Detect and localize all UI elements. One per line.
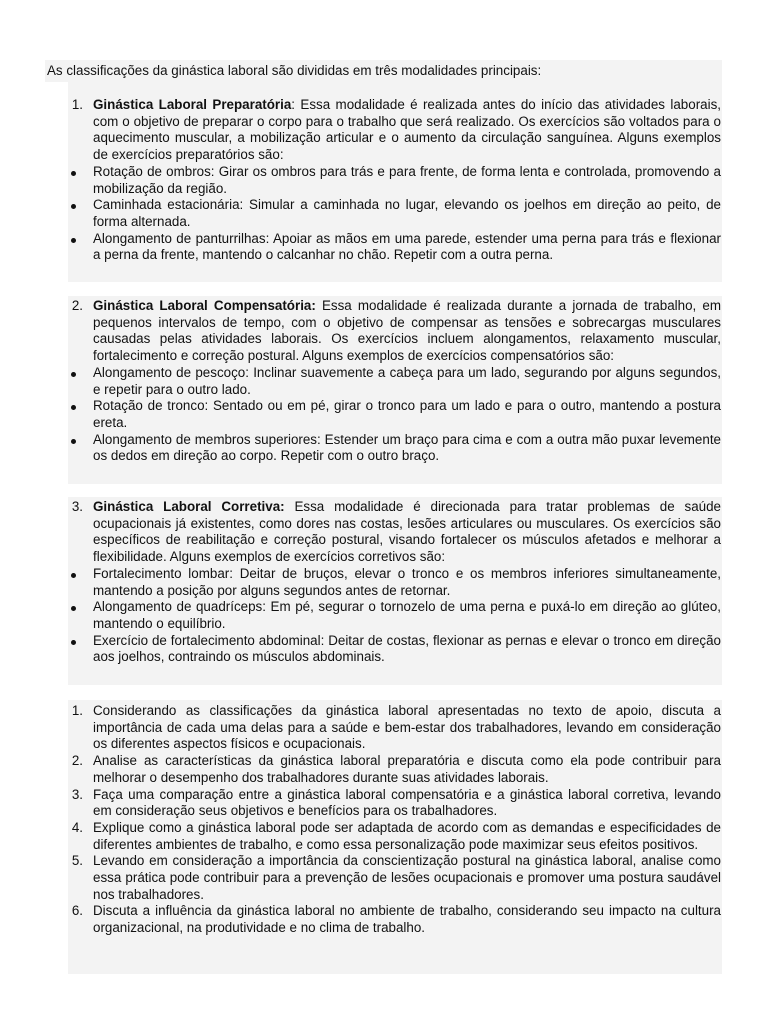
section-heading-row [45, 298, 721, 365]
bullet-text: Caminhada estacionária: Simular a caminhada no lugar, elevando os joelhos em direção ao peito, de forma alternada. [93, 197, 721, 229]
list-number: 1. [71, 97, 83, 112]
section-2 [45, 298, 721, 465]
list-item [45, 365, 721, 398]
section-title: Ginástica Laboral Compensatória: [93, 298, 316, 313]
bullet-icon [71, 439, 76, 444]
bullet-text: Exercício de fortalecimento abdominal: Deitar de costas, flexionar as pernas e elevar o tronco em direção aos joelhos, contraindo os músculos abdominais. [93, 632, 721, 665]
list-item [45, 633, 721, 666]
bullet-icon [71, 238, 76, 243]
bullet-icon [71, 372, 76, 377]
section-1 [45, 97, 721, 264]
section-body: Essa modalidade é direcionada para tratar problemas de saúde ocupacionais já existentes, como dores nas costas, lesões articulares ou musculares. Os exercícios são específicos de reabilitação e correção postural, visando fortalecer os músculos afetados e melhorar a flexibilidade. Alguns exemplos de exercícios corretivos são: [93, 499, 722, 565]
list-item [45, 599, 721, 632]
bullet-icon [71, 640, 76, 645]
question-item [45, 703, 721, 753]
bullet-icon [71, 171, 76, 176]
list-item [45, 432, 721, 465]
question-text: Analise as características da ginástica laboral preparatória e discuta como ela pode contribuir para melhorar o desempenho dos trabalhadores durante suas atividades laborais. [93, 753, 721, 785]
section-body: : Essa modalidade é realizada antes do início das atividades laborais, com o objetivo de preparar o corpo para o trabalho que será realizado. Os exercícios são voltados para o aquecimento muscular, a mobilização articular e o aumento da circulação sanguínea. Alguns exemplos de exercícios preparatórios são: [93, 97, 721, 163]
section-3 [45, 499, 721, 666]
bullet-text: Rotação de ombros: Girar os ombros para trás e para frente, de forma lenta e controlada, promovendo a mobilização da região. [93, 163, 721, 196]
list-number: 6. [71, 903, 83, 919]
list-item [45, 164, 721, 197]
intro-paragraph: As classificações da ginástica laboral são divididas em três modalidades principais: [47, 63, 542, 78]
bullet-text: Alongamento de panturrilhas: Apoiar as mãos em uma parede, estender uma perna para trás e flexionar a perna da frente, mantendo o calcanhar no chão. Repetir com a outra perna. [93, 230, 721, 263]
bullet-text: Alongamento de membros superiores: Estender um braço para cima e com a outra mão puxar levemente os dedos em direção ao corpo. Repetir com o outro braço. [93, 431, 721, 464]
questions-list [45, 703, 721, 937]
question-text: Considerando as classificações da ginástica laboral apresentadas no texto de apoio, discuta a importância de cada uma delas para a saúde e bem-estar dos trabalhadores, levando em consideração os diferentes aspectos físicos e ocupacionais. [93, 703, 721, 752]
bullet-text: Rotação de tronco: Sentado ou em pé, girar o tronco para um lado e para o outro, mantendo a postura ereta. [93, 398, 721, 430]
section-body: Essa modalidade é realizada durante a jornada de trabalho, em pequenos intervalos de tempo, com o objetivo de compensar as tensões e sobrecargas musculares causadas pelas atividades laborais. Os exercícios incluem alongamentos, relaxamento muscular, fortalecimento e correção postural. Alguns exemplos de exercícios compensatórios são: [93, 298, 721, 364]
list-number: 2. [71, 298, 83, 313]
question-item [45, 903, 721, 936]
bullet-icon [71, 405, 76, 410]
bullet-icon [71, 204, 76, 209]
section-heading-row [45, 499, 721, 566]
list-item [45, 231, 721, 264]
list-number: 5. [71, 853, 83, 869]
list-item [45, 398, 721, 431]
list-number: 1. [71, 703, 83, 718]
question-item [45, 853, 721, 903]
list-number: 4. [71, 819, 83, 835]
list-item [45, 566, 721, 599]
question-text: Discuta a influência da ginástica laboral no ambiente de trabalho, considerando seu impacto na cultura organizacional, na produtividade e no clima de trabalho. [93, 903, 721, 936]
question-item [45, 787, 721, 820]
question-text: Explique como a ginástica laboral pode ser adaptada de acordo com as demandas e especificidades de diferentes ambientes de trabalho, e como essa personalização pode maximizar seus efeitos positivos. [93, 819, 721, 852]
list-number: 2. [71, 753, 83, 769]
question-item [45, 753, 721, 786]
question-text: Faça uma comparação entre a ginástica laboral compensatória e a ginástica laboral corretiva, levando em consideração seus objetivos e benefícios para os trabalhadores. [93, 786, 721, 819]
bullet-icon [71, 573, 76, 578]
bullet-icon [71, 606, 76, 611]
bullet-text: Alongamento de pescoço: Inclinar suavemente a cabeça para um lado, segurando por alguns segundos, e repetir para o outro lado. [93, 364, 721, 397]
list-item [45, 197, 721, 230]
list-number: 3. [71, 499, 83, 514]
section-title: Ginástica Laboral Corretiva: [93, 499, 285, 514]
bullet-text: Alongamento de quadríceps: Em pé, segurar o tornozelo de uma perna e puxá-lo em direção ao glúteo, mantendo o equilíbrio. [93, 599, 721, 631]
section-heading-row [45, 97, 721, 164]
section-title: Ginástica Laboral Preparatória [93, 97, 292, 112]
question-item [45, 820, 721, 853]
bullet-text: Fortalecimento lombar: Deitar de bruços, elevar o tronco e os membros inferiores simultaneamente, mantendo a posição por alguns segundos antes de retornar. [93, 565, 721, 598]
list-number: 3. [71, 786, 83, 802]
question-text: Levando em consideração a importância da conscientização postural na ginástica laboral, analise como essa prática pode contribuir para a prevenção de lesões ocupacionais e promover uma postura saudável nos trabalhadores. [93, 853, 721, 902]
